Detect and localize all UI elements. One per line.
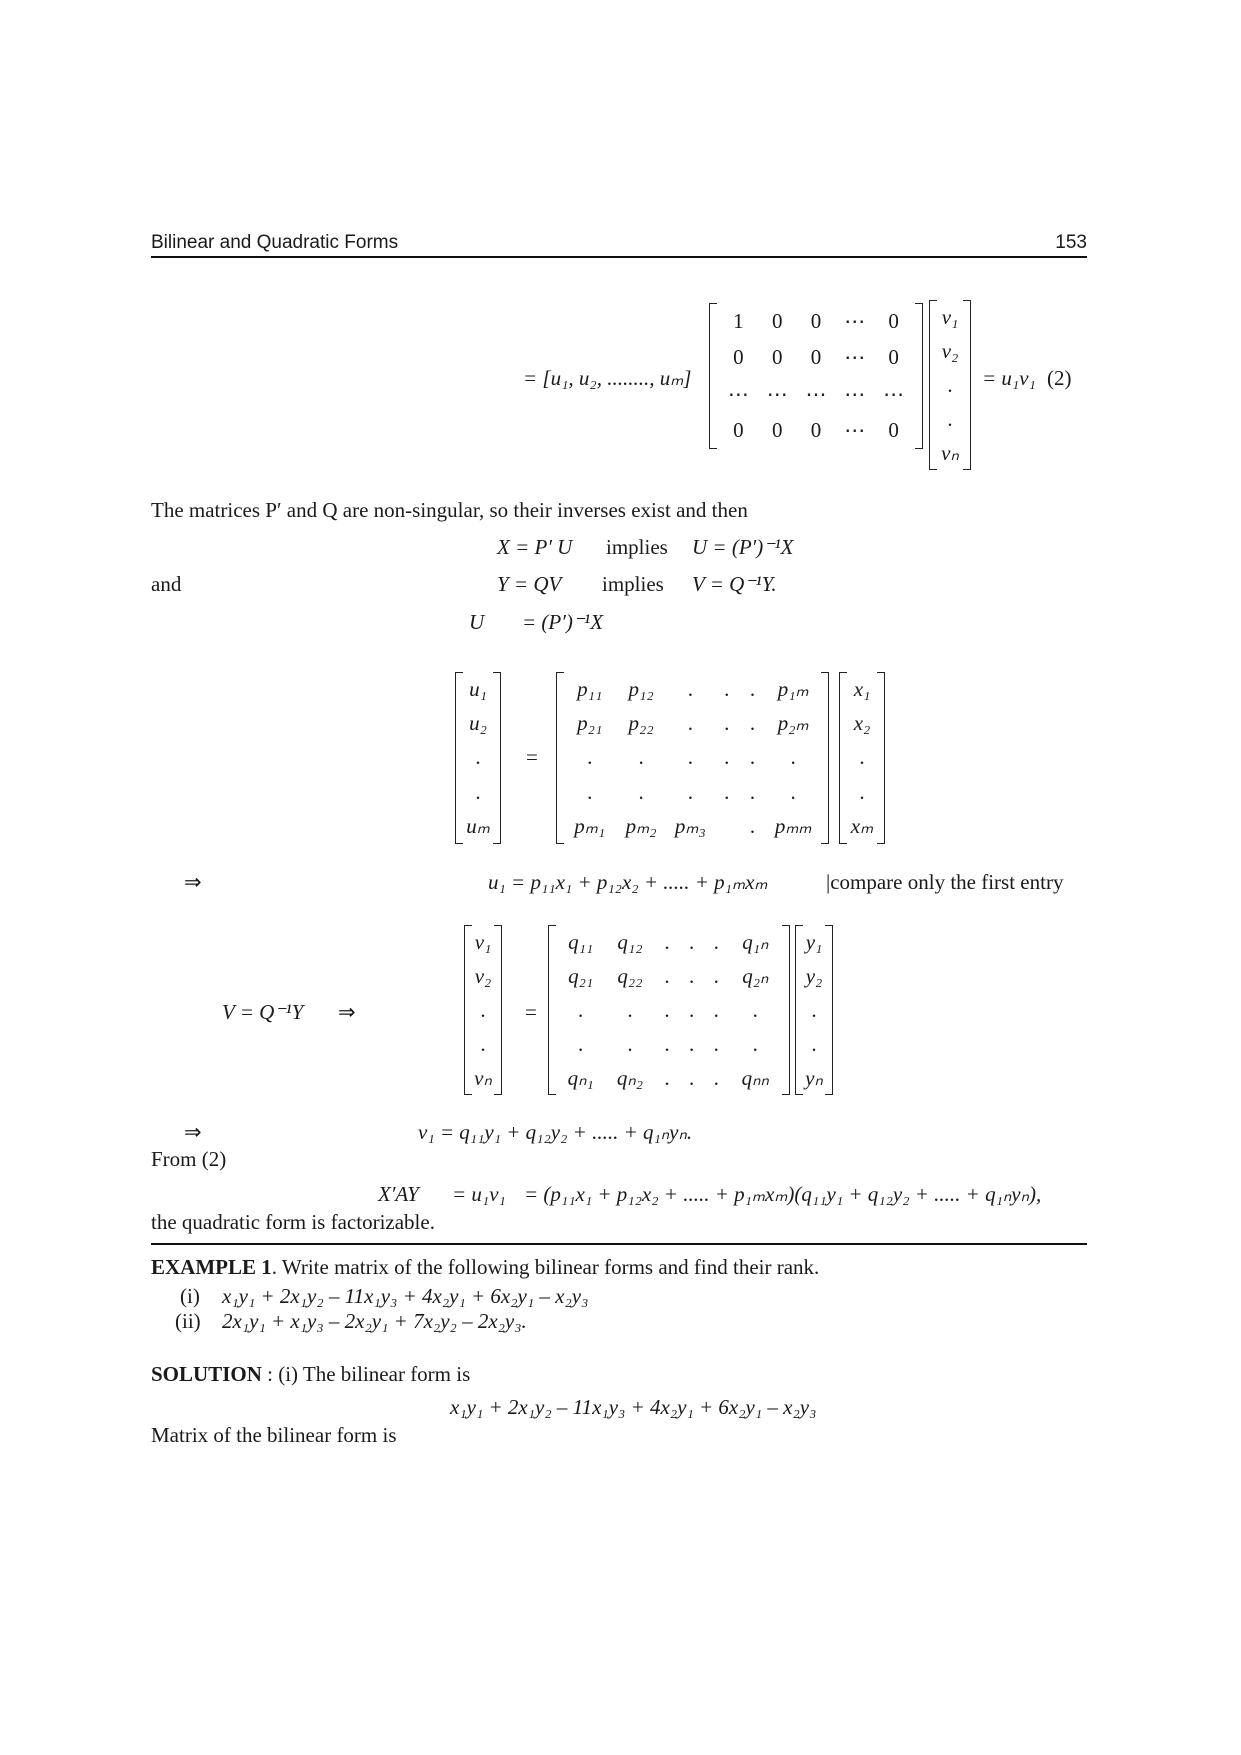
matrix-entry: . xyxy=(724,779,730,804)
matrix-entry: . xyxy=(749,779,756,804)
matrix-entry: x₁ xyxy=(853,676,871,701)
matrix-entry: vₙ xyxy=(474,1065,492,1090)
matrix-entry: 0 xyxy=(810,418,822,443)
compare-note: |compare only the first entry xyxy=(826,870,1064,894)
matrix-entry: ⋯ xyxy=(844,308,866,333)
matrix-entry: . xyxy=(638,779,644,804)
v1-equation: v₁ = q₁₁y₁ + q₁₂y₂ + ..... + q₁ₙyₙ. xyxy=(418,1120,693,1144)
matrix-entry: 0 xyxy=(733,345,744,370)
matrix-entry: . xyxy=(724,711,730,736)
matrix-entry: pₘ₂ xyxy=(625,814,657,839)
eq2-lhs: = [u₁, u₂, ........, uₘ] xyxy=(523,366,692,390)
matrix-entry: . xyxy=(688,997,695,1022)
paragraph-nonsingular: The matrices P′ and Q are non-singular, so their inverses exist and then xyxy=(151,498,748,522)
matrix-entry: p₁ₘ xyxy=(777,676,809,701)
u-vector xyxy=(455,672,501,844)
matrix-entry: 0 xyxy=(810,308,822,333)
equals-sign: = xyxy=(526,745,538,769)
matrix-entry: qₙ₁ xyxy=(567,1065,594,1090)
matrix-entry: q₁₂ xyxy=(617,929,643,954)
matrix-entries xyxy=(548,925,790,1095)
matrix-entry: . xyxy=(724,745,730,770)
eq2-rhs: = u₁v₁ xyxy=(982,366,1036,390)
matrix-entry: . xyxy=(688,1031,695,1056)
matrix-entry: 1 xyxy=(733,308,744,333)
example-item-num: (i) xyxy=(180,1284,200,1308)
matrix-entry: . xyxy=(587,745,593,770)
implication-1-lhs: X = P′ U xyxy=(497,535,573,559)
example-text: . Write matrix of the following bilinear forms and find their rank. xyxy=(271,1255,820,1279)
u-eq-rhs: = (P′)⁻¹X xyxy=(522,610,604,634)
matrix-entry: . xyxy=(947,372,953,397)
matrix-entry: 0 xyxy=(888,308,899,333)
matrix-entry: ⋯ xyxy=(805,381,827,406)
matrix-entry: . xyxy=(752,997,758,1022)
matrix-entry: 0 xyxy=(733,418,744,443)
matrix-entry: . xyxy=(687,676,693,701)
matrix-entry: . xyxy=(713,963,719,988)
matrix-entry: p₁₂ xyxy=(628,676,654,701)
example-item-expr: x₁y₁ + 2x₁y₂ – 11x₁y₃ + 4x₂y₁ + 6x₂y₁ – x₂y₃ xyxy=(222,1284,589,1308)
matrix-entry: q₂₂ xyxy=(617,963,643,988)
matrix-entry: vₙ xyxy=(941,440,959,465)
matrix-entry: . xyxy=(687,745,693,770)
matrix-entry: u₁ xyxy=(469,676,487,701)
solution-expr: x₁y₁ + 2x₁y₂ – 11x₁y₃ + 4x₂y₁ + 6x₂y₁ – x₂y₃ xyxy=(450,1395,817,1419)
implies-arrow: ⇒ xyxy=(184,870,202,894)
matrix-entry: xₘ xyxy=(850,814,874,839)
eq2-vector-v xyxy=(929,300,971,470)
matrix-entry: . xyxy=(859,745,865,770)
matrix-entry: . xyxy=(578,1031,584,1056)
matrix-entry: . xyxy=(687,711,693,736)
matrix-entry: . xyxy=(811,1031,817,1056)
example-heading xyxy=(151,1255,819,1280)
page-number: 153 xyxy=(1055,232,1087,253)
matrix-entry: 0 xyxy=(888,418,899,443)
vector-entries xyxy=(455,672,501,844)
equation-number: (2) xyxy=(1047,366,1072,390)
matrix-entry: y₂ xyxy=(805,963,823,988)
matrix-entries xyxy=(709,303,923,449)
matrix-entry: . xyxy=(688,963,695,988)
matrix-entry: . xyxy=(752,1031,758,1056)
matrix-entry: ⋯ xyxy=(727,381,749,406)
matrix-entry: v₁ xyxy=(941,304,959,329)
matrix-entry: . xyxy=(638,745,644,770)
matrix-entry: . xyxy=(713,929,719,954)
matrix-entry: 0 xyxy=(771,308,783,333)
matrix-entry: . xyxy=(587,779,593,804)
matrix-entry: pₘ₁ xyxy=(574,814,606,839)
vector-entries xyxy=(929,300,971,470)
matrix-entry: . xyxy=(947,406,953,431)
matrix-entry: . xyxy=(724,676,730,701)
vector-entries xyxy=(464,925,502,1095)
matrix-entry: qₙₙ xyxy=(741,1065,769,1090)
matrix-entry: . xyxy=(749,676,756,701)
running-header-title: Bilinear and Quadratic Forms xyxy=(151,232,399,253)
y-vector xyxy=(795,925,833,1095)
matrix-entry: u₂ xyxy=(469,711,487,736)
matrix-entry: . xyxy=(688,1065,695,1090)
example-label: EXAMPLE 1 xyxy=(151,1255,272,1279)
matrix-entry: pₘ₃ xyxy=(674,814,706,839)
matrix-entry: . xyxy=(480,1031,486,1056)
vector-entries xyxy=(795,925,833,1095)
matrix-entry: qₙ₂ xyxy=(616,1065,644,1090)
matrix-entry: . xyxy=(713,997,719,1022)
matrix-entry: q₂ₙ xyxy=(742,963,769,988)
implication-2-lhs: Y = QV xyxy=(497,572,562,596)
matrix-entry: ⋯ xyxy=(844,418,866,443)
matrix-entry: uₘ xyxy=(466,814,490,839)
solution-heading xyxy=(151,1362,470,1387)
matrix-entry: v₂ xyxy=(474,963,492,988)
matrix-entry: 0 xyxy=(771,418,783,443)
matrix-entry: q₁ₙ xyxy=(742,929,769,954)
matrix-entry: . xyxy=(749,745,756,770)
matrix-entry: . xyxy=(811,997,817,1022)
example-item-expr: 2x₁y₁ + x₁y₃ – 2x₂y₁ + 7x₂y₂ – 2x₂y₃. xyxy=(222,1309,527,1333)
matrix-entry: . xyxy=(749,711,756,736)
matrix-entry: . xyxy=(790,745,796,770)
example-item-num: (ii) xyxy=(175,1309,201,1333)
matrix-entry: . xyxy=(664,963,670,988)
implication-2-word: implies xyxy=(602,572,664,596)
matrix-entry: . xyxy=(578,997,584,1022)
matrix-entry: p₁₁ xyxy=(577,676,603,701)
matrix-entry: . xyxy=(475,745,481,770)
matrix-entry: . xyxy=(664,1065,670,1090)
implication-2-rhs: V = Q⁻¹Y. xyxy=(692,572,777,596)
matrix-entry: p₂₂ xyxy=(628,711,654,736)
matrix-entry: . xyxy=(664,1031,670,1056)
matrix-entry: . xyxy=(749,814,756,839)
matrix-entry: p₂₁ xyxy=(577,711,603,736)
p-matrix xyxy=(556,672,829,844)
matrix-entry: . xyxy=(664,997,670,1022)
matrix-entry: ⋯ xyxy=(844,345,866,370)
matrix-entry: . xyxy=(790,779,796,804)
from-2-label: From (2) xyxy=(151,1147,227,1171)
matrix-entry: . xyxy=(475,779,481,804)
matrix-entry: pₘₘ xyxy=(774,814,812,839)
xay-eq2: = (p₁₁x₁ + p₁₂x₂ + ..... + p₁ₘxₘ)(q₁₁y₁ + q₁₂y₂ + ..... + q₁ₙyₙ), xyxy=(524,1182,1042,1206)
matrix-entry: ⋯ xyxy=(766,381,788,406)
matrix-entry: . xyxy=(713,1065,719,1090)
matrix-entry: . xyxy=(627,997,633,1022)
matrix-entry: p₂ₘ xyxy=(777,711,809,736)
matrix-entry: y₁ xyxy=(805,929,823,954)
matrix-entry: . xyxy=(664,929,670,954)
matrix-entry: . xyxy=(859,779,865,804)
eq2-matrix xyxy=(709,303,923,449)
implication-1-word: implies xyxy=(606,535,668,559)
matrix-entry: ⋯ xyxy=(883,381,905,406)
matrix-entry: . xyxy=(627,1031,633,1056)
u-eq-lhs: U xyxy=(469,610,485,634)
matrix-entry: . xyxy=(713,1031,719,1056)
solution-label: SOLUTION xyxy=(151,1362,262,1386)
implication-1-rhs: U = (P′)⁻¹X xyxy=(692,535,794,559)
v-vector xyxy=(464,925,502,1095)
matrix-entry: . xyxy=(687,779,693,804)
matrix-entry: 0 xyxy=(810,345,822,370)
section-rule xyxy=(151,1243,1087,1245)
matrix-entry: 0 xyxy=(771,345,783,370)
implies-arrow: ⇒ xyxy=(184,1120,202,1144)
implies-arrow: ⇒ xyxy=(338,1000,356,1024)
x-vector xyxy=(839,672,885,844)
xay-lhs: X′AY xyxy=(378,1182,419,1206)
matrix-entry: x₂ xyxy=(853,711,871,736)
matrix-entry: yₙ xyxy=(805,1065,823,1090)
matrix-entries xyxy=(556,672,829,844)
matrix-entry: q₂₁ xyxy=(568,963,594,988)
vector-entries xyxy=(839,672,885,844)
matrix-entry: . xyxy=(480,997,486,1022)
q-matrix xyxy=(548,925,790,1095)
header-rule xyxy=(151,256,1087,258)
matrix-entry: ⋯ xyxy=(844,381,866,406)
and-label: and xyxy=(151,572,182,596)
solution-text: : (i) The bilinear form is xyxy=(261,1362,471,1386)
xay-eq1: = u₁v₁ xyxy=(452,1182,506,1206)
matrix-entry: 0 xyxy=(888,345,899,370)
v-eq-label: V = Q⁻¹Y xyxy=(222,1000,304,1024)
matrix-intro-text: Matrix of the bilinear form is xyxy=(151,1423,397,1447)
matrix-entry: q₁₁ xyxy=(568,929,594,954)
matrix-entry: v₁ xyxy=(474,929,492,954)
matrix-entry: . xyxy=(688,929,695,954)
conclusion-text: the quadratic form is factorizable. xyxy=(151,1210,435,1234)
matrix-entry: v₂ xyxy=(941,338,959,363)
u1-equation: u₁ = p₁₁x₁ + p₁₂x₂ + ..... + p₁ₘxₘ xyxy=(488,870,768,894)
equals-sign: = xyxy=(525,1000,537,1024)
